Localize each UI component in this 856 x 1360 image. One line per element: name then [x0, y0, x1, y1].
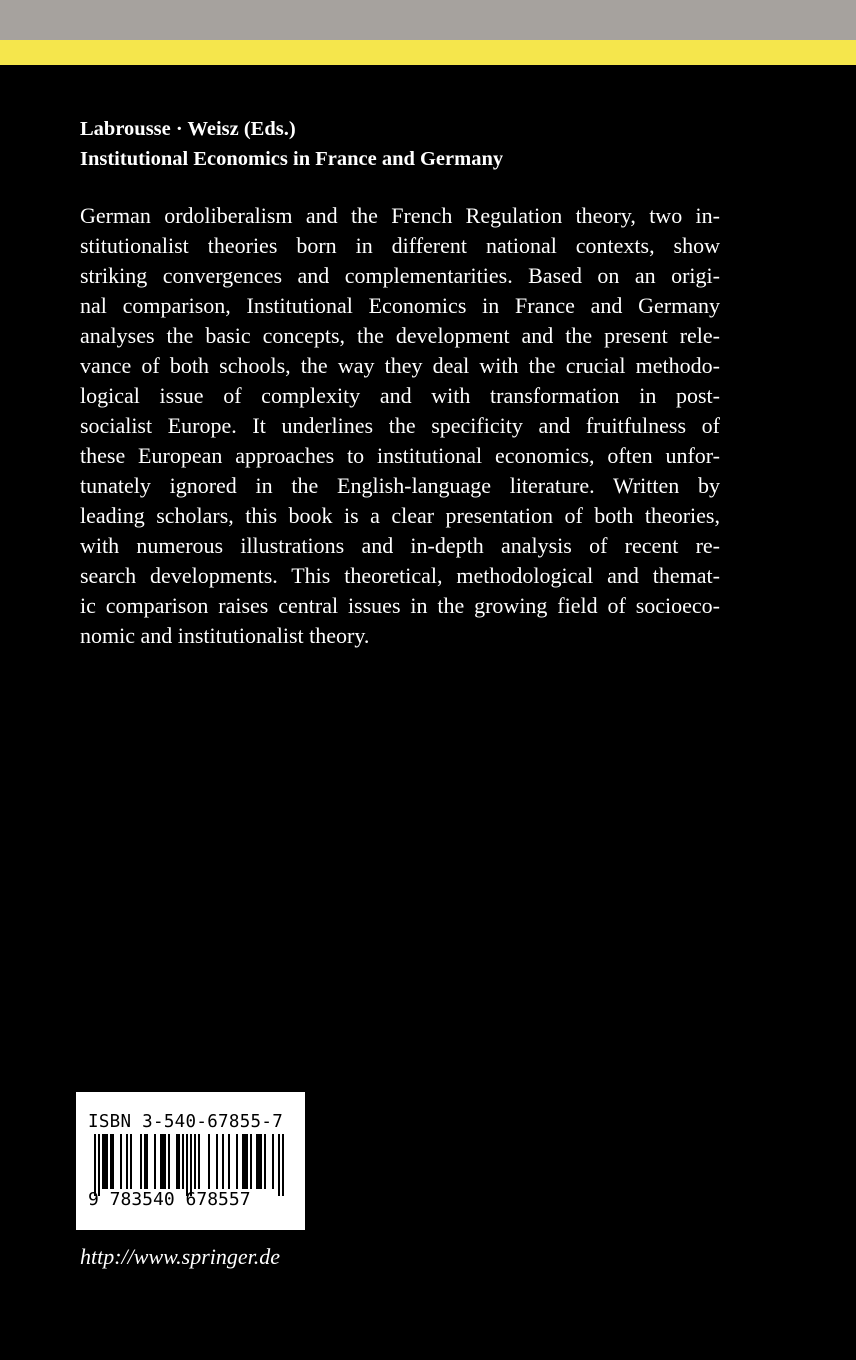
blurb-line: German ordoliberalism and the French Regulation theory, two in-	[80, 203, 720, 228]
barcode-bar	[244, 1134, 246, 1189]
barcode-bar	[112, 1134, 114, 1189]
blurb-line: tunately ignored in the English-language literature. Written by	[80, 473, 720, 498]
editors-line: Labrousse · Weisz (Eds.)	[80, 118, 296, 140]
barcode-bar	[282, 1134, 284, 1196]
barcode-bar	[94, 1134, 96, 1196]
barcode-bar	[164, 1134, 166, 1189]
barcode-bar	[260, 1134, 262, 1189]
cover-header	[80, 114, 740, 174]
isbn-label: ISBN 3-540-67855-7	[88, 1112, 284, 1132]
barcode-bar	[278, 1134, 280, 1196]
blurb-line: stitutionalist theories born in different national contexts, show	[80, 233, 720, 258]
barcode-bar	[250, 1134, 252, 1189]
barcode-bar	[190, 1134, 192, 1196]
blurb-line: analyses the basic concepts, the development and the present rele-	[80, 323, 720, 348]
barcode-bar	[126, 1134, 128, 1189]
barcode-bar	[146, 1134, 148, 1189]
barcode-bar	[140, 1134, 142, 1189]
barcode-bar	[168, 1134, 170, 1189]
barcode-bar	[106, 1134, 108, 1189]
blurb-line: socialist Europe. It underlines the specificity and fruitfulness of	[80, 413, 720, 438]
barcode-bar	[176, 1134, 178, 1189]
barcode-bars	[86, 1134, 295, 1196]
blurb-line: nomic and institutionalist theory.	[80, 623, 370, 648]
barcode-bar	[242, 1134, 244, 1189]
barcode-bar	[264, 1134, 266, 1189]
barcode-bar	[154, 1134, 156, 1189]
barcode-bar	[256, 1134, 258, 1189]
barcode-bar	[130, 1134, 132, 1189]
barcode-bar	[208, 1134, 210, 1189]
barcode-bar	[102, 1134, 104, 1189]
barcode-bar	[198, 1134, 200, 1189]
barcode-bar	[222, 1134, 224, 1189]
barcode-bar	[120, 1134, 122, 1189]
blurb-line: ic comparison raises central issues in the growing field of socioeco-	[80, 593, 720, 618]
barcode-bar	[178, 1134, 180, 1189]
barcode-bar	[236, 1134, 238, 1189]
barcode-bar	[144, 1134, 146, 1189]
barcode-bar	[272, 1134, 274, 1189]
barcode-bar	[160, 1134, 162, 1189]
barcode-bar	[216, 1134, 218, 1189]
blurb-line: these European approaches to institutional economics, often unfor-	[80, 443, 720, 468]
blurb-line: logical issue of complexity and with transformation in post-	[80, 383, 720, 408]
cover-accent-stripe	[0, 40, 856, 65]
barcode-bar	[228, 1134, 230, 1189]
blurb-line: striking convergences and complementarities. Based on an origi-	[80, 263, 720, 288]
barcode-bar	[162, 1134, 164, 1189]
isbn-barcode	[76, 1092, 305, 1230]
barcode-bar	[246, 1134, 248, 1189]
barcode-bar	[186, 1134, 188, 1196]
blurb-line: search developments. This theoretical, methodological and themat-	[80, 563, 720, 588]
cover-top-band	[0, 0, 856, 40]
blurb-paragraph	[80, 201, 720, 651]
blurb-line: with numerous illustrations and in-depth analysis of recent re-	[80, 533, 720, 558]
blurb-line: nal comparison, Institutional Economics in France and Germany	[80, 293, 720, 318]
barcode-bar	[258, 1134, 260, 1189]
barcode-bar	[98, 1134, 100, 1196]
publisher-url: http://www.springer.de	[80, 1244, 281, 1269]
barcode-digits: 9 783540 678557	[88, 1189, 251, 1210]
book-title: Institutional Economics in France and Germany	[80, 148, 504, 170]
blurb-line: vance of both schools, the way they deal with the crucial methodo-	[80, 353, 720, 378]
barcode-bar	[194, 1134, 196, 1189]
barcode-bar	[110, 1134, 112, 1189]
blurb-line: leading scholars, this book is a clear presentation of both theories,	[80, 503, 720, 528]
barcode-bar	[104, 1134, 106, 1189]
barcode-bar	[182, 1134, 184, 1189]
